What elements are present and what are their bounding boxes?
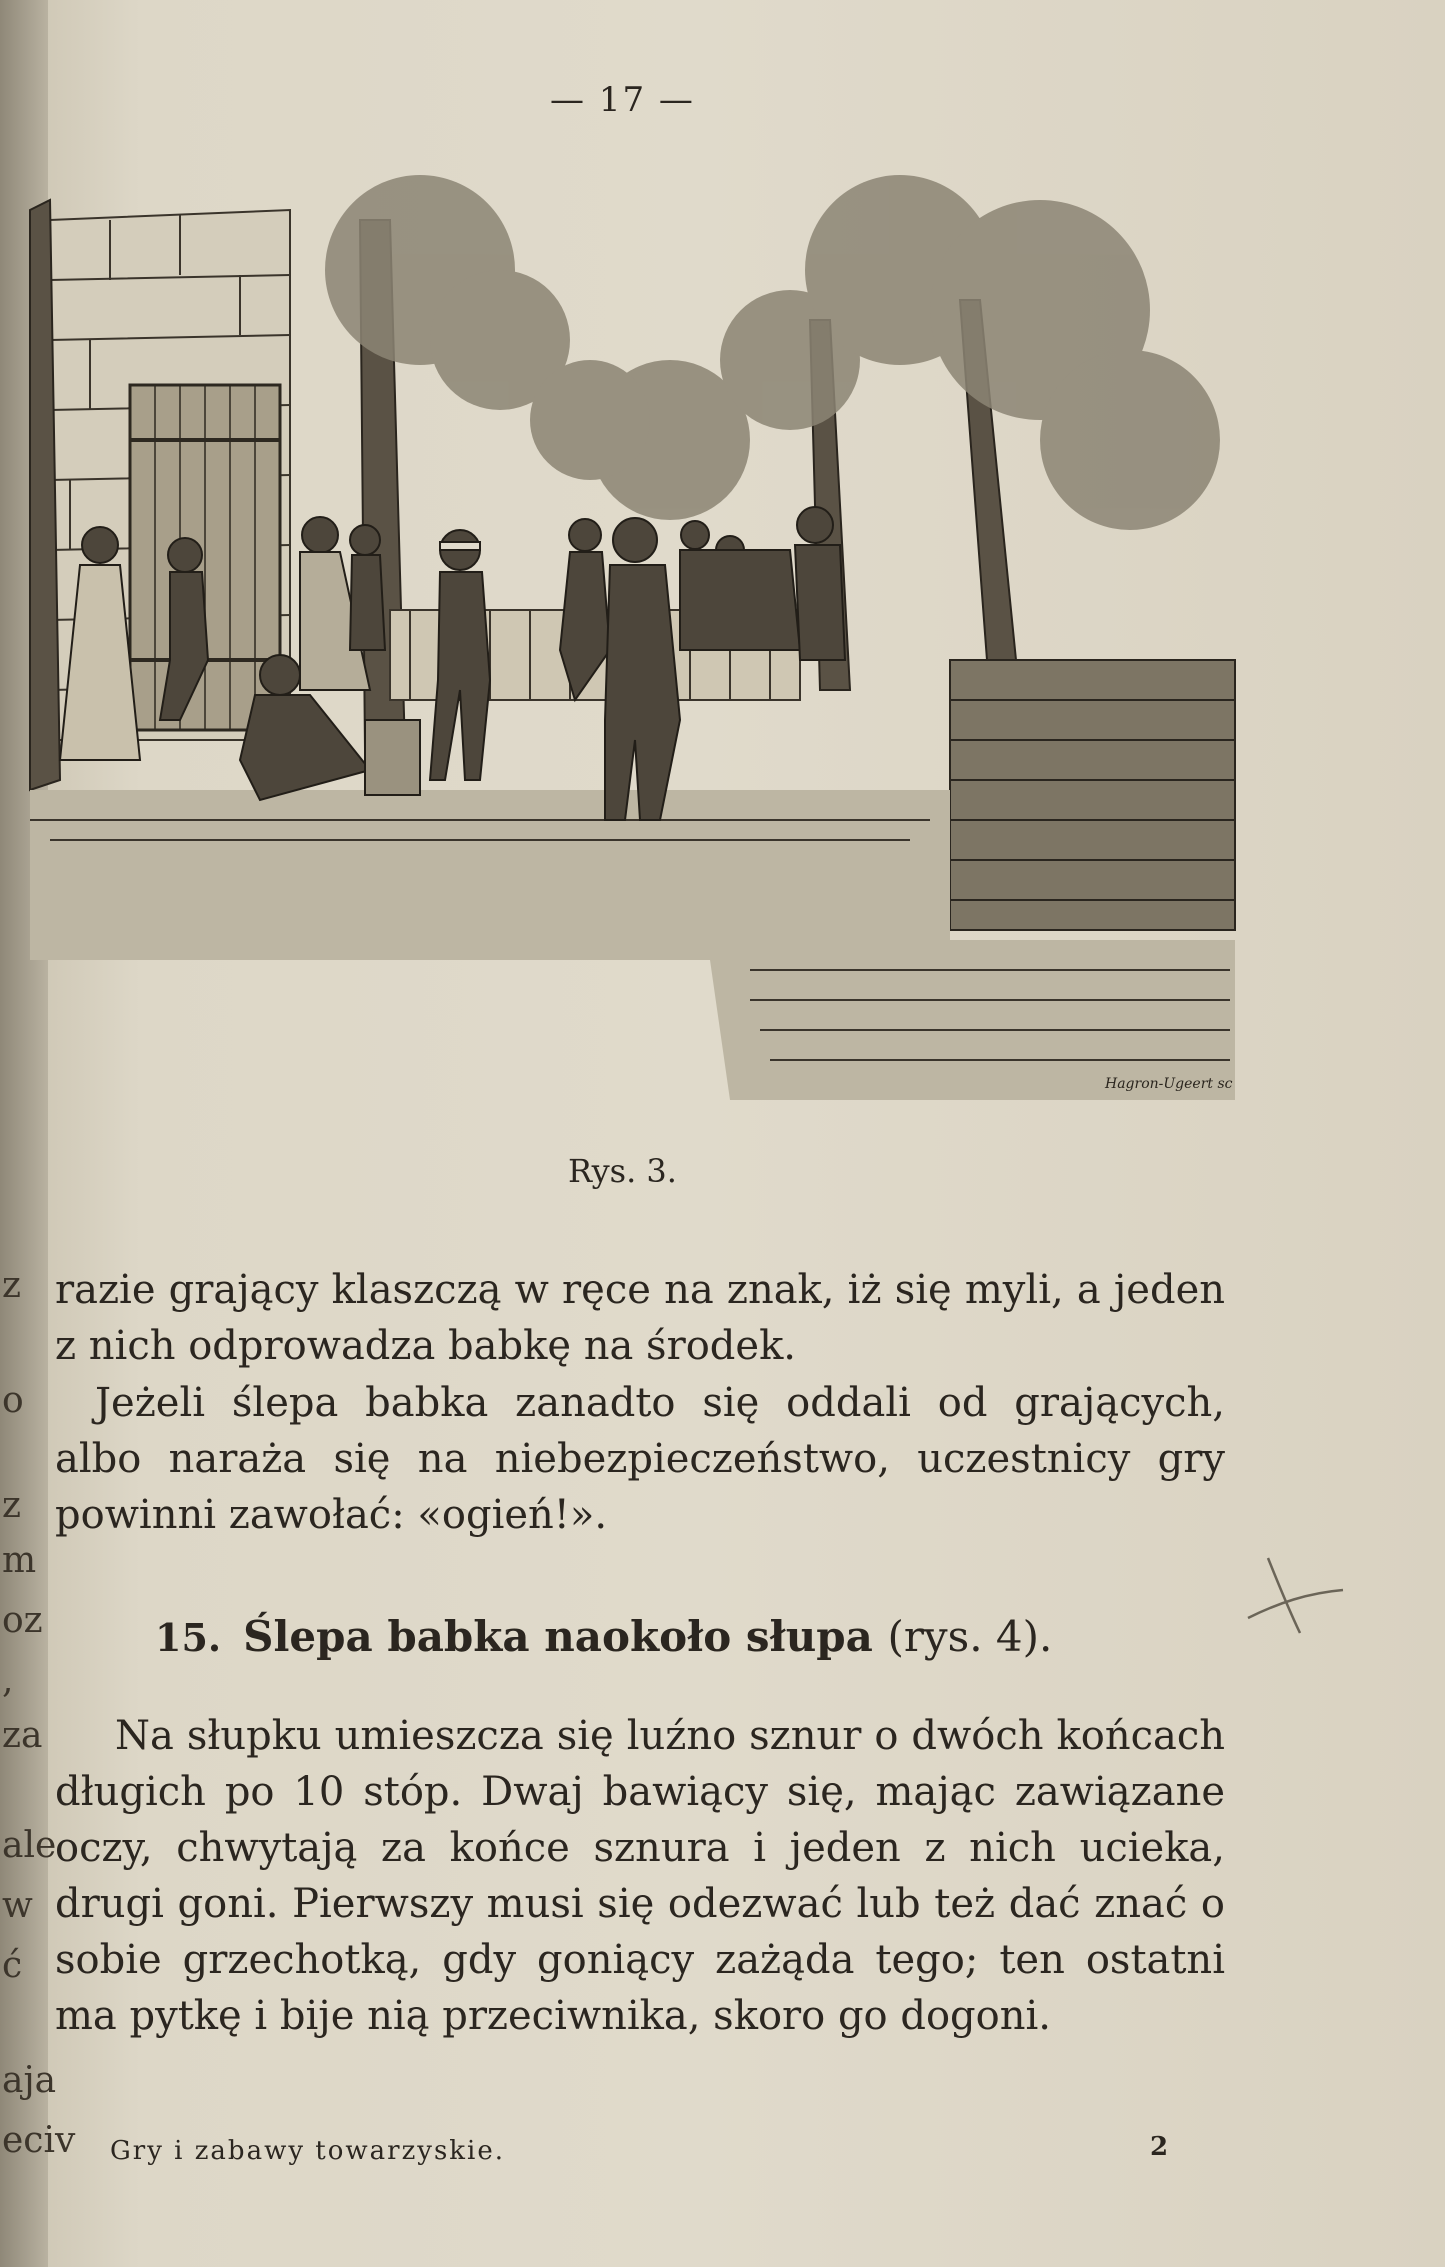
previous-page-fragment: ale bbox=[2, 1825, 57, 1866]
paragraph: Jeżeli ślepa babka zanadto się oddali od grających, albo naraża się na niebezpieczeństwo, uczestnicy gry powinni zawołać: «ogień!». bbox=[55, 1380, 1225, 1538]
page-number-header: — 17 — bbox=[550, 80, 695, 120]
paragraph-continued: razie grający klaszczą w ręce na znak, iż się myli, a jeden z nich odprowadza babkę na środek. bbox=[55, 1267, 1225, 1369]
section-heading bbox=[155, 1612, 1052, 1661]
stone-well bbox=[950, 660, 1235, 930]
previous-page-fragment: z bbox=[2, 1265, 21, 1306]
previous-page-fragment: z bbox=[2, 1485, 21, 1526]
previous-page-fragment: oz bbox=[2, 1600, 43, 1641]
previous-page-fragment: o bbox=[2, 1380, 24, 1421]
handwritten-cross-mark bbox=[1228, 1548, 1348, 1638]
previous-page-fragment: za bbox=[2, 1715, 43, 1756]
foliage bbox=[325, 175, 1220, 530]
previous-page-fragment: , bbox=[2, 1660, 14, 1701]
section-number: 15. bbox=[155, 1615, 222, 1660]
previous-page-fragment: w bbox=[2, 1885, 33, 1926]
previous-page-fragment: aja bbox=[2, 2060, 57, 2101]
figure-caption: Rys. 3. bbox=[568, 1152, 677, 1190]
figure-reference: (rys. 4). bbox=[887, 1612, 1053, 1661]
footer-book-title: Gry i zabawy towarzyskie. bbox=[110, 2136, 506, 2166]
paragraph: Na słupku umieszcza się luźno sznur o dwóch końcach długich po 10 stóp. Dwaj bawiący się, mając zawiązane oczy, chwytają za końce sznura i jeden z nich ucieka, drugi goni. Pierwszy musi się odezwać lub też dać znać o sobie grzechotką, gdy goniący zażąda tego; ten ostatni ma pytkę i bije nią przeciwnika, skoro go dogoni. bbox=[55, 1713, 1225, 2039]
engraving-illustration bbox=[30, 180, 1235, 1100]
previous-page-fragment: ć bbox=[2, 1945, 23, 1986]
section-title: Ślepa babka naokoło słupa bbox=[243, 1612, 873, 1661]
footer-signature-number: 2 bbox=[1150, 2132, 1169, 2162]
previous-page-fragment: m bbox=[2, 1540, 37, 1581]
previous-page-fragment: eciv bbox=[2, 2120, 76, 2161]
engraver-signature: Hagron-Ugeert sc bbox=[1105, 1076, 1233, 1092]
wooden-door bbox=[130, 385, 280, 730]
